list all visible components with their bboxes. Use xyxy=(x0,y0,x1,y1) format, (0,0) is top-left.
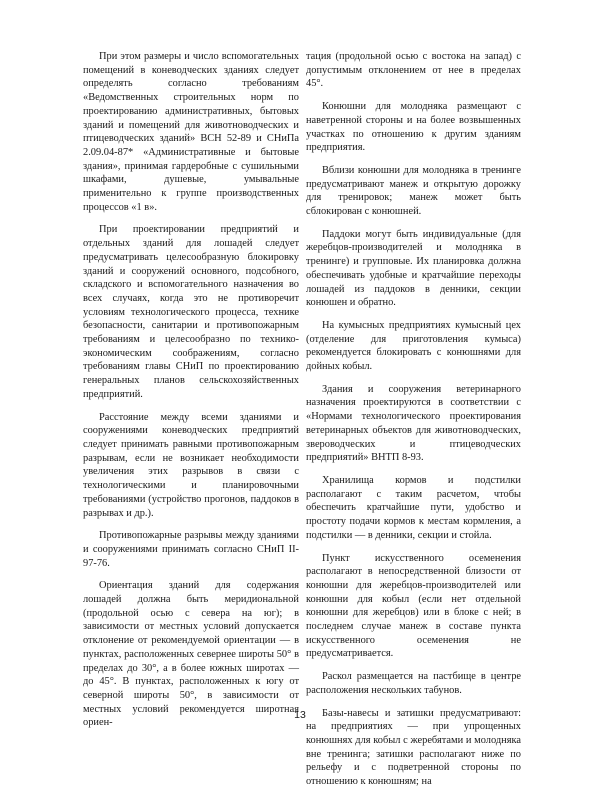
paragraph-veterinary: Здания и сооружения ветеринарного назначения проектируются в соответствии с «Нормами технологического проектирования ветеринарных объектов для животноводческих, звероводческих и птицеводческих предприятий» ВНТП 8-93. xyxy=(306,383,521,464)
paragraph-auxiliary-rooms: При этом размеры и число вспомогательных помещений в коневодческих зданиях следует определять согласно требованиям «Ведомственных строительных норм по проектированию административных, бытовых зданий и помещений для животноводческих и птицеводческих зданий» ВСН 52-89 и СНиПа 2.09.04-87* «Административные и бытовые здания», принимая гардеробные с сушильными шкафами, душевые, умывальные применительно к группе производственных процессов «1 в». xyxy=(83,51,299,213)
page-number: 13 xyxy=(294,709,306,721)
paragraph-paddocks: Паддоки могут быть индивидуальные (для жеребцов-производителей и молодняка в тренинге) и групповые. Их планировка должна обеспечивать удобные и кратчайшие переходы лошадей из паддоков в денники, секции конюшен и обратно. xyxy=(306,228,521,309)
paragraph-blocking: При проектировании предприятий и отдельных зданий для лошадей следует предусматривать целесообразную блокировку зданий и сооружений основного, подсобного, складского и вспомогательного назначения во всех случаях, когда это не противоречит условиям технологического процесса, технике безопасности, санитарии и противопожарным требованиям и целесообразно по технико-экономическим соображениям, согласно требованиям главы СНиП по проектированию генеральных планов сельскохозяйственных предприятий. xyxy=(83,224,299,400)
paragraph-insemination: Пункт искусственного осеменения располагают в непосредственной близости от конюшни для жеребцов-производителей или конюшни для кобыл (если нет отдельной конюшни для жеребцов) или в блоке с ней; в последнем случае манеж в составе пункта искусственного осеменения не предусматривается. xyxy=(306,552,521,660)
paragraph-shelters: Базы-навесы и затишки предусматривают: на предприятиях — при упрощенных конюшнях для кобыл с жеребятами и молодняка вне тренинга; затишки располагают ниже по рельефу и с подветренной стороны по отношению к конюшням; на xyxy=(306,707,521,788)
paragraph-orientation: Ориентация зданий для содержания лошадей должна быть меридиональной (продольной осью с севера на юг); в зависимости от местных условий допускается отклонение от рекомендуемой ориентации — в пунктах, расположенных севернее широты 50° в пределах до 30°, а в более южных широтах — до 45°. В пунктах, расположенных к югу от северной широты 50°, в зависимости от местных условий рекомендуется широтная ориен- xyxy=(83,580,299,729)
paragraph-raskol: Раскол размещается на пастбище в центре расположения нескольких табунов. xyxy=(306,671,521,696)
paragraph-young-stables: Конюшни для молодняка размещают с наветренной стороны и на более возвышенных участках по отношению к другим зданиям предприятия. xyxy=(306,101,521,154)
paragraph-kumys: На кумысных предприятиях кумысный цех (отделение для приготовления кумыса) рекомендуется блокировать с конюшнями для дойных кобыл. xyxy=(306,319,521,373)
paragraph-training-arena: Вблизи конюшни для молодняка в тренинге предусматривают манеж и открытую дорожку для тренировок; манеж может быть сблокирован с конюшней. xyxy=(306,164,521,218)
right-text-column xyxy=(306,50,521,798)
paragraph-fire-breaks: Противопожарные разрывы между зданиями и сооружениями принимать согласно СНиП II-97-76. xyxy=(83,530,299,569)
paragraph-feed-storage: Хранилища кормов и подстилки располагают с таким расчетом, чтобы обеспечить кратчайшие пути, удобство и простоту подачи кормов к местам кормления, а подстилки — в денники, секции и стойла. xyxy=(306,474,521,541)
paragraph-orientation-continued: тация (продольной осью с востока на запад) с допустимым отклонением от нее в пределах 45°. xyxy=(306,51,521,90)
paragraph-distances: Расстояние между всеми зданиями и сооружениями коневодческих предприятий следует принимать равными противопожарным разрывам, если не возникает необходимости увеличения этих разрывов в связи с технологическими и планировочными требованиями (устройство прогонов, паддоков в разрывах и др.). xyxy=(83,411,299,519)
left-text-column xyxy=(83,50,299,739)
